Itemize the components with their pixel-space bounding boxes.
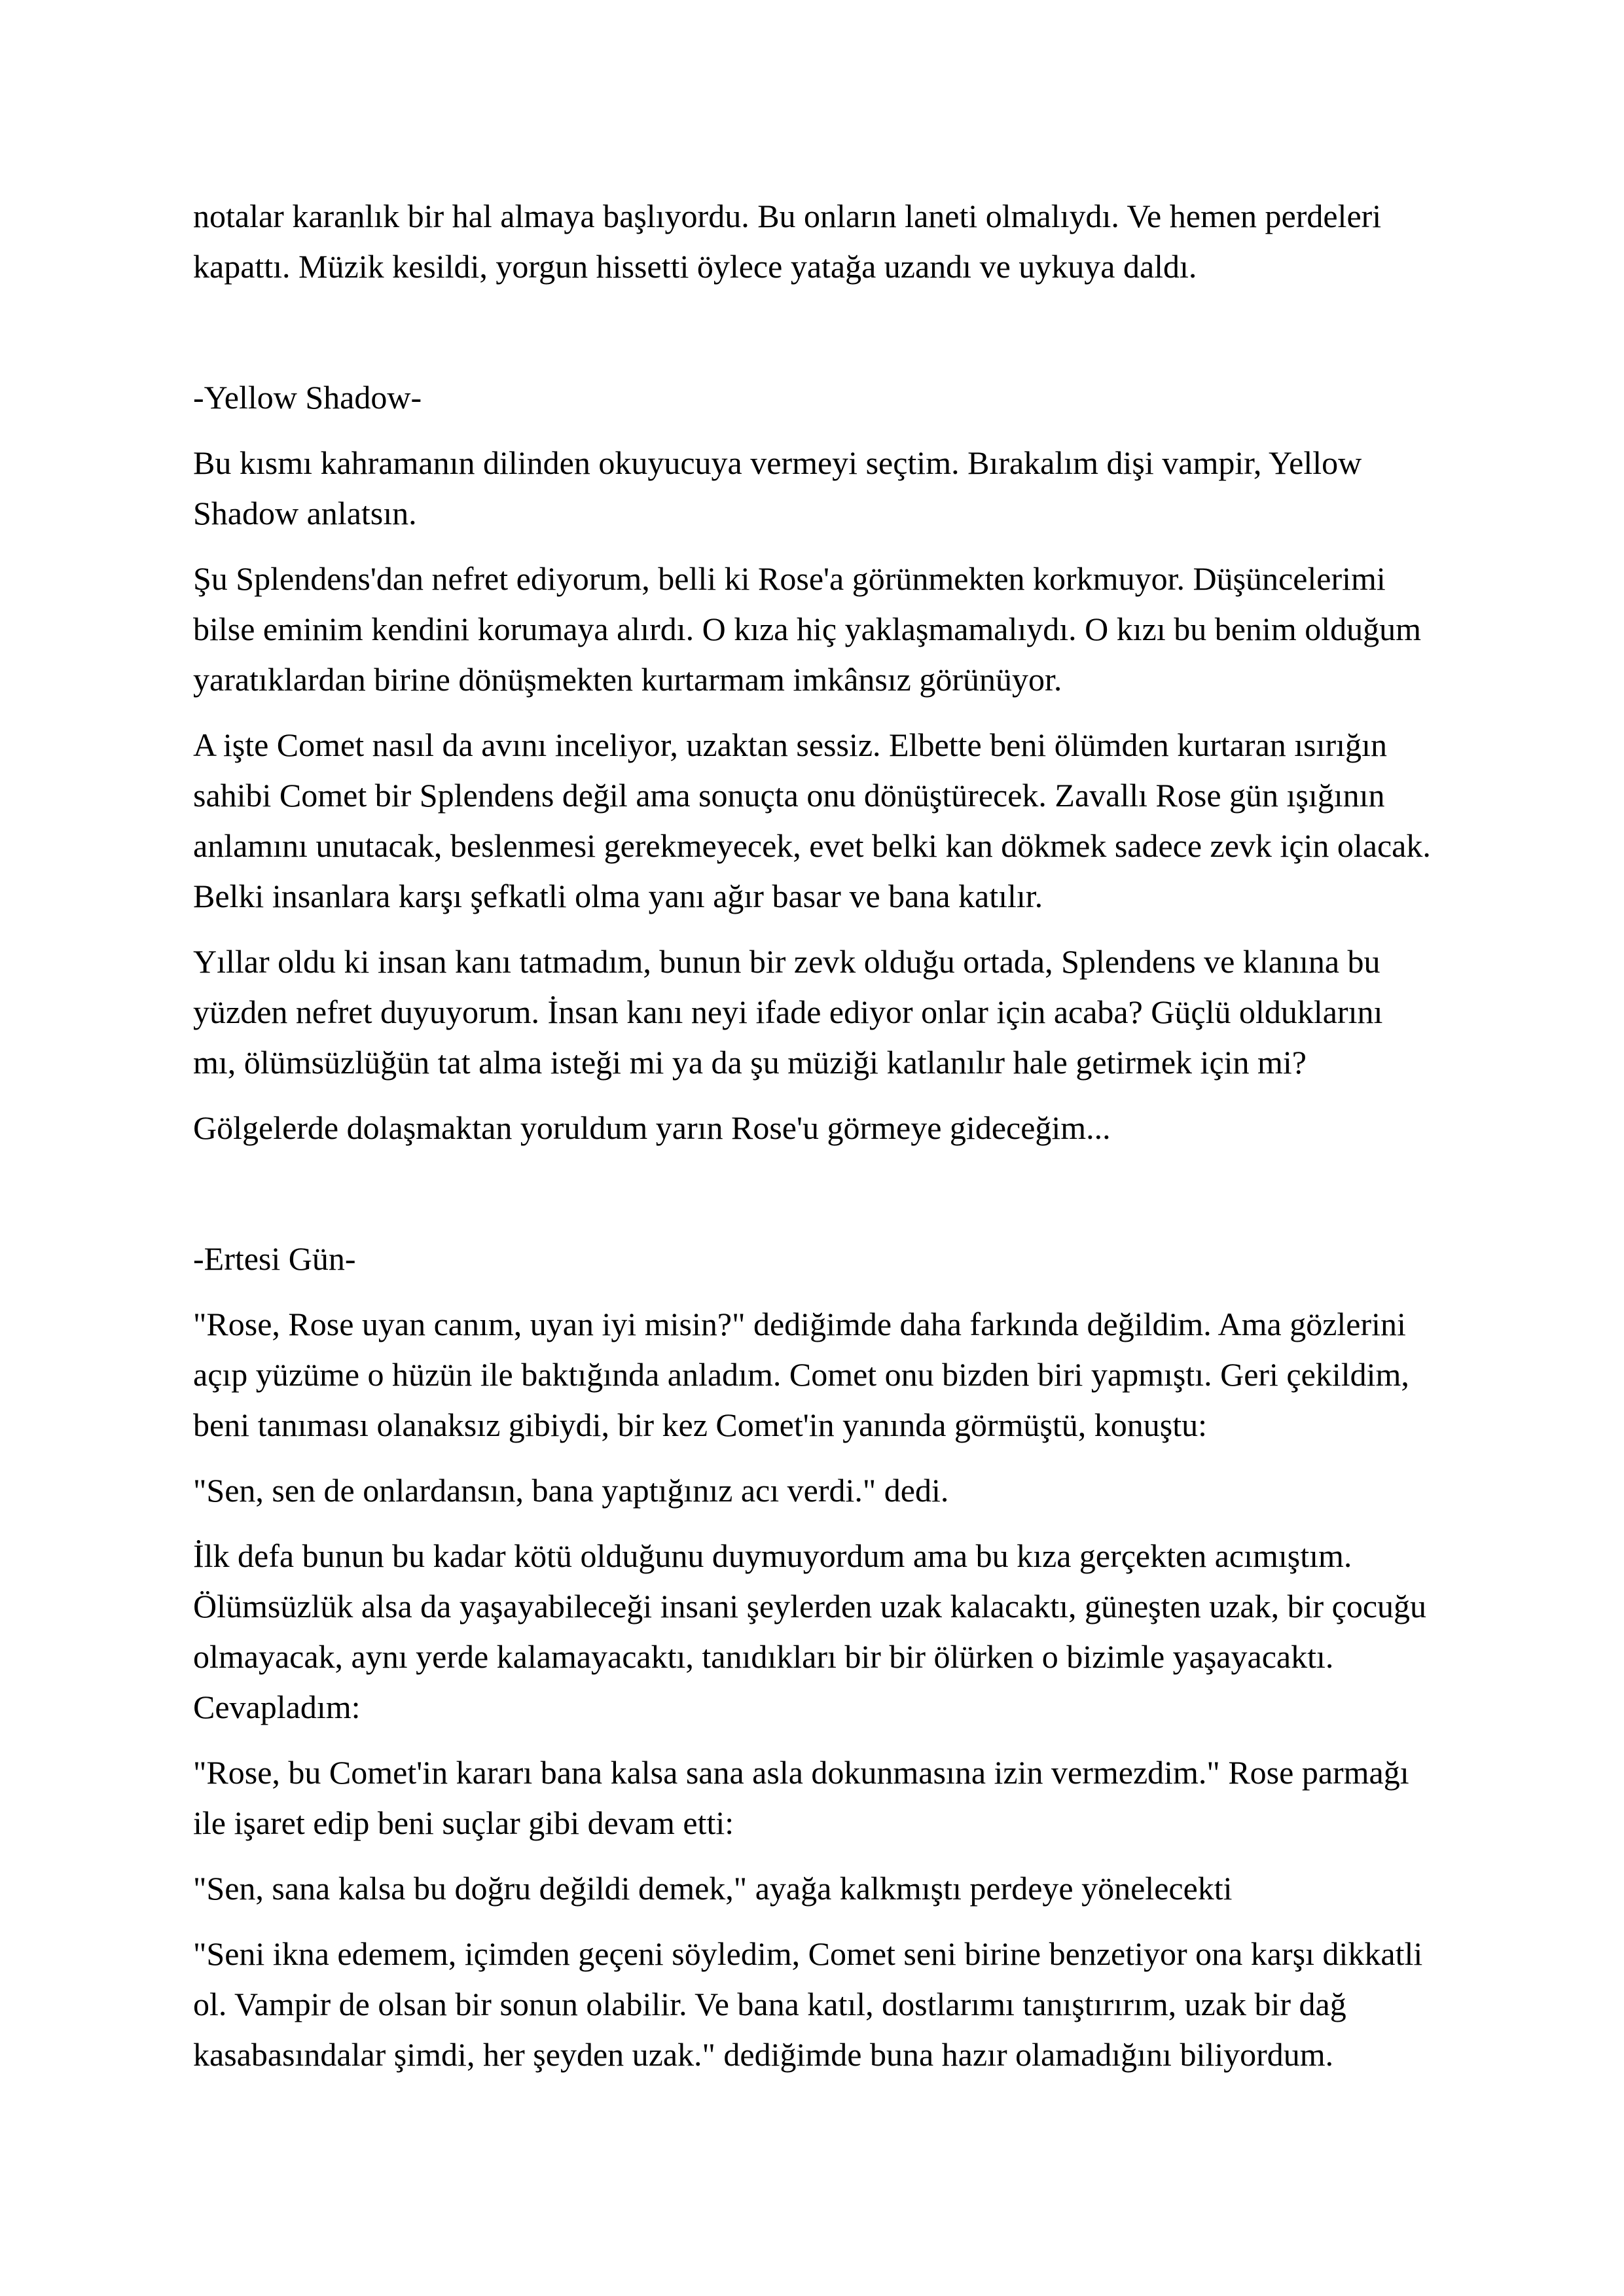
section-heading: -Yellow Shadow- [193, 379, 422, 416]
paragraph: "Sen, sana kalsa bu doğru değildi demek," ayağa kalkmıştı perdeye yönelecekti [193, 1870, 1233, 1907]
paragraph: Yıllar oldu ki insan kanı tatmadım, bunun bir zevk olduğu ortada, Splendens ve klanına bu yüzden nefret duyuyorum. İnsan kanı neyi ifade ediyor onlar için acaba? Güçlü olduklarını mı, ölümsüzlüğün tat alma isteği mi ya da şu müziği katlanılır hale getirmek için mi? [193, 943, 1383, 1081]
paragraph: "Rose, Rose uyan canım, uyan iyi misin?" dediğimde daha farkında değildim. Ama gözlerini açıp yüzüme o hüzün ile baktığında anladım. Comet onu bizden biri yapmıştı. Geri çekildim, beni tanıması olanaksız gibiydi, bir kez Comet'in yanında görmüştü, konuştu: [193, 1306, 1409, 1443]
paragraph: "Sen, sen de onlardansın, bana yaptığınız acı verdi." dedi. [193, 1472, 949, 1509]
paragraph: İlk defa bunun bu kadar kötü olduğunu duymuyordum ama bu kıza gerçekten acımıştım. Ölümsüzlük alsa da yaşayabileceği insani şeylerden uzak kalacaktı, güneşten uzak, bir çocuğu olmayacak, aynı yerde kalamayacaktı, tanıdıkları bir bir ölürken o bizimle yaşayacaktı. Cevapladım: [193, 1537, 1427, 1725]
paragraph: Gölgelerde dolaşmaktan yoruldum yarın Rose'u görmeye gideceğim... [193, 1109, 1111, 1146]
paragraph: "Rose, bu Comet'in kararı bana kalsa sana asla dokunmasına izin vermezdim." Rose parmağı ile işaret edip beni suçlar gibi devam etti: [193, 1754, 1409, 1841]
paragraph: "Seni ikna edemem, içimden geçeni söyledim, Comet seni birine benzetiyor ona karşı dikkatli ol. Vampir de olsan bir sonun olabilir. Ve bana katıl, dostlarımı tanıştırırım, uzak bir dağ kasabasındalar şimdi, her şeyden uzak." dediğimde buna hazır olamadığını biliyordum. [193, 1935, 1423, 2073]
section-heading: -Ertesi Gün- [193, 1240, 356, 1277]
paragraph: Bu kısmı kahramanın dilinden okuyucuya vermeyi seçtim. Bırakalım dişi vampir, Yellow Shadow anlatsın. [193, 444, 1362, 531]
paragraph: A işte Comet nasıl da avını inceliyor, uzaktan sessiz. Elbette beni ölümden kurtaran ısırığın sahibi Comet bir Splendens değil ama sonuçta onu dönüştürecek. Zavallı Rose gün ışığının anlamını unutacak, beslenmesi gerekmeyecek, evet belki kan dökmek sadece zevk için olacak. Belki insanlara karşı şefkatli olma yanı ağır basar ve bana katılır. [193, 726, 1431, 914]
paragraph: notalar karanlık bir hal almaya başlıyordu. Bu onların laneti olmalıydı. Ve hemen perdeleri kapattı. Müzik kesildi, yorgun hissetti öylece yatağa uzandı ve uykuya daldı. [193, 198, 1382, 285]
paragraph: Şu Splendens'dan nefret ediyorum, belli ki Rose'a görünmekten korkmuyor. Düşüncelerimi bilse eminim kendini korumaya alırdı. O kıza hiç yaklaşmamalıydı. O kızı bu benim olduğum yaratıklardan birine dönüşmekten kurtarmam imkânsız görünüyor. [193, 560, 1422, 698]
